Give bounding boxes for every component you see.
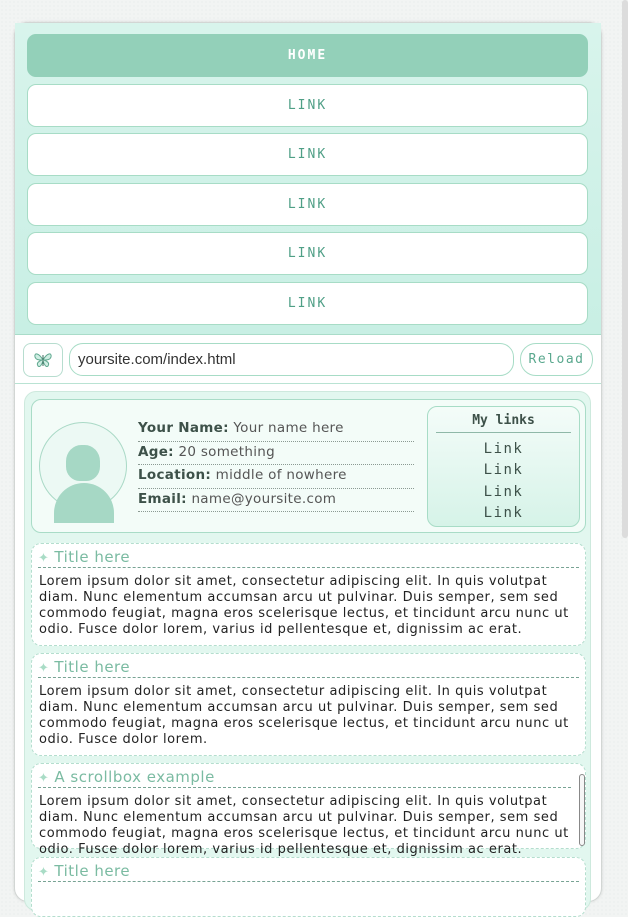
profile-field-label: Your Name: (138, 420, 229, 436)
main-content (24, 391, 591, 911)
profile-field-value: middle of nowhere (215, 467, 347, 483)
nav-link-button[interactable]: LINK (27, 133, 588, 176)
box-text: Lorem ipsum dolor sit amet, consectetur adipiscing elit. In quis volutpat diam. Nunc elementum accumsan arcu ut pulvinar. Duis semper, sem sed commodo feugiat, magna eros scelerisque lectus, et tincidunt arcu nunc ut odio. Fusce dolor lorem, varius id pellentesque et, dignissim ac erat. (39, 574, 569, 637)
my-links-box (427, 406, 580, 527)
profile-name-row (138, 418, 414, 442)
content-box (31, 857, 586, 917)
sparkle-icon: ✦ (38, 865, 50, 880)
profile-field-value: name@yoursite.com (191, 490, 337, 507)
nav-home-button[interactable]: HOME (27, 34, 588, 77)
profile-field-label: Email: (138, 490, 187, 507)
address-bar (15, 336, 601, 384)
profile-field-label: Location: (138, 467, 212, 483)
my-link[interactable]: Link (483, 504, 524, 521)
my-link[interactable]: Link (483, 462, 524, 479)
content-box (31, 543, 586, 646)
my-link[interactable]: Link (483, 483, 524, 500)
url-input[interactable]: yoursite.com/index.html (69, 343, 514, 376)
my-links-title: My links (436, 413, 571, 433)
butterfly-icon[interactable] (23, 343, 63, 377)
sparkle-icon: ✦ (38, 661, 50, 676)
profile-field-value: 20 something (178, 443, 276, 460)
profile-age-row (138, 442, 414, 466)
box-title: Title here (54, 862, 131, 880)
nav-link-button[interactable]: LINK (27, 183, 588, 226)
page-frame (14, 22, 602, 902)
nav-link-button[interactable]: LINK (27, 232, 588, 275)
window-scrollbar[interactable] (622, 0, 628, 538)
box-title: Title here (54, 658, 131, 676)
avatar (39, 422, 127, 510)
nav-link-button[interactable]: LINK (27, 282, 588, 325)
profile-card (31, 399, 586, 533)
sparkle-icon: ✦ (38, 771, 50, 786)
nav-link-button[interactable]: LINK (27, 84, 588, 127)
profile-location-row (138, 465, 414, 489)
profile-info (138, 418, 414, 512)
box-text: Lorem ipsum dolor sit amet, consectetur adipiscing elit. In quis volutpat diam. Nunc elementum accumsan arcu ut pulvinar. Duis semper, sem sed commodo feugiat, magna eros scelerisque lectus, et tincidunt arcu nunc ut odio. Fusce dolor lorem. (39, 684, 569, 747)
sparkle-icon: ✦ (38, 551, 50, 566)
box-title: A scrollbox example (54, 768, 215, 786)
box-title: Title here (54, 548, 131, 566)
profile-field-value: Your name here (233, 420, 344, 436)
profile-email-row (138, 489, 414, 513)
user-silhouette-icon (66, 445, 100, 481)
profile-field-label: Age: (138, 443, 174, 460)
reload-button[interactable]: Reload (520, 343, 593, 376)
scrollbox[interactable] (31, 763, 586, 857)
nav-menu (15, 23, 601, 335)
my-links-list (428, 439, 579, 524)
box-text: Lorem ipsum dolor sit amet, consectetur adipiscing elit. In quis volutpat diam. Nunc elementum accumsan arcu ut pulvinar. Duis semper, sem sed commodo feugiat, magna eros scelerisque lectus, et tincidunt arcu nunc ut odio. Fusce dolor lorem, varius id pellentesque et, dignissim ac erat. (39, 794, 569, 857)
content-box (31, 653, 586, 756)
scrollbox-scrollbar[interactable] (579, 774, 585, 846)
my-link[interactable]: Link (483, 441, 524, 457)
